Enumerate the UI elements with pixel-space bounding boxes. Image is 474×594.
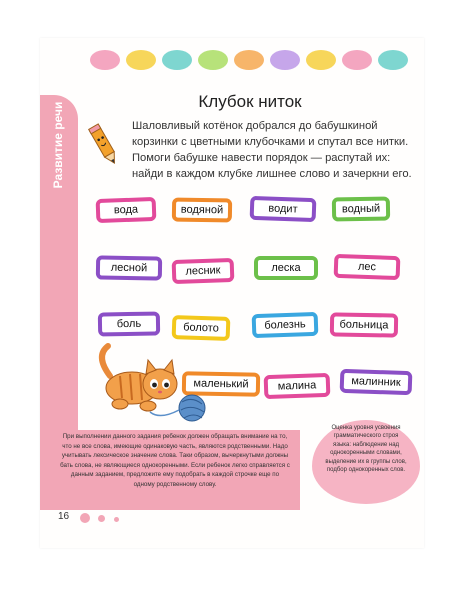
word-box — [250, 196, 317, 222]
section-label-text: Развитие речи — [51, 101, 65, 189]
word-box — [96, 197, 157, 223]
word-text: водяной — [180, 203, 224, 217]
word-box — [340, 369, 413, 395]
word-text: больница — [339, 318, 389, 332]
word-box — [254, 256, 318, 280]
decorative-oval — [234, 50, 264, 70]
decorative-oval — [270, 50, 300, 70]
decorative-oval-row — [90, 50, 420, 74]
word-text: лесник — [185, 264, 221, 278]
section-label — [46, 100, 70, 190]
decorative-dot — [80, 513, 90, 523]
decorative-oval — [342, 50, 372, 70]
decorative-oval — [162, 50, 192, 70]
decorative-oval — [90, 50, 120, 70]
word-box — [98, 311, 160, 336]
word-box — [330, 312, 398, 337]
page-number: 16 — [58, 511, 70, 522]
page-title: Клубок ниток — [198, 92, 302, 111]
decorative-dot — [98, 515, 105, 522]
teacher-note-text: При выполнении данного задания ребенок должен обращать внимание на то, что не все слова, имеющие одинаковую часть, являются родственными. Надо учитывать лексическое значение слова. Таки образом, вычеркнутыми должны бать слова, не являющиеся однокоренными. Если ребенок легко справляется с данным заданием, предложите ему подобрать в каждой строчке еще по одному родственному слову. — [60, 433, 290, 488]
assessment-note-text: Оценка уровня усвоения грамматического строя языка: наблюдение над однокоренными словами, выделение их в группы слов, подбор однокоренных слов. — [325, 425, 407, 474]
task-text: Шаловливый котёнок добрался до бабушкиной корзинки с цветными клубочками и спутал все нитки. Помоги бабушке навести порядок — распутай их: найди в каждом клубке лишнее слово и зачеркни его. — [132, 120, 412, 180]
word-box — [334, 254, 401, 280]
word-text: водный — [341, 202, 381, 216]
pencil-icon — [88, 122, 120, 170]
word-box — [264, 373, 331, 399]
word-text: маленький — [193, 377, 249, 391]
decorative-dot — [66, 312, 73, 319]
word-text: лесной — [110, 261, 148, 275]
word-box — [172, 258, 235, 284]
decorative-dot — [58, 240, 76, 258]
word-text: малина — [277, 379, 317, 393]
kitten-with-yarn-illustration — [90, 336, 210, 426]
word-box — [332, 196, 390, 221]
word-text: болезнь — [264, 318, 306, 332]
decorative-oval — [198, 50, 228, 70]
word-text: малинник — [351, 375, 401, 389]
decorative-dot — [62, 268, 76, 282]
word-text: лес — [357, 260, 377, 274]
decorative-oval — [126, 50, 156, 70]
decorative-oval — [378, 50, 408, 70]
word-box — [172, 197, 232, 222]
decorative-dot — [114, 517, 119, 522]
word-box — [252, 312, 319, 338]
decorative-oval — [306, 50, 336, 70]
word-text: болото — [182, 321, 220, 335]
word-text: вода — [113, 203, 139, 217]
word-text: боль — [116, 317, 142, 331]
decorative-dot — [64, 292, 74, 302]
word-box — [96, 255, 162, 280]
word-text: леска — [271, 262, 301, 274]
word-text: водит — [268, 202, 298, 216]
